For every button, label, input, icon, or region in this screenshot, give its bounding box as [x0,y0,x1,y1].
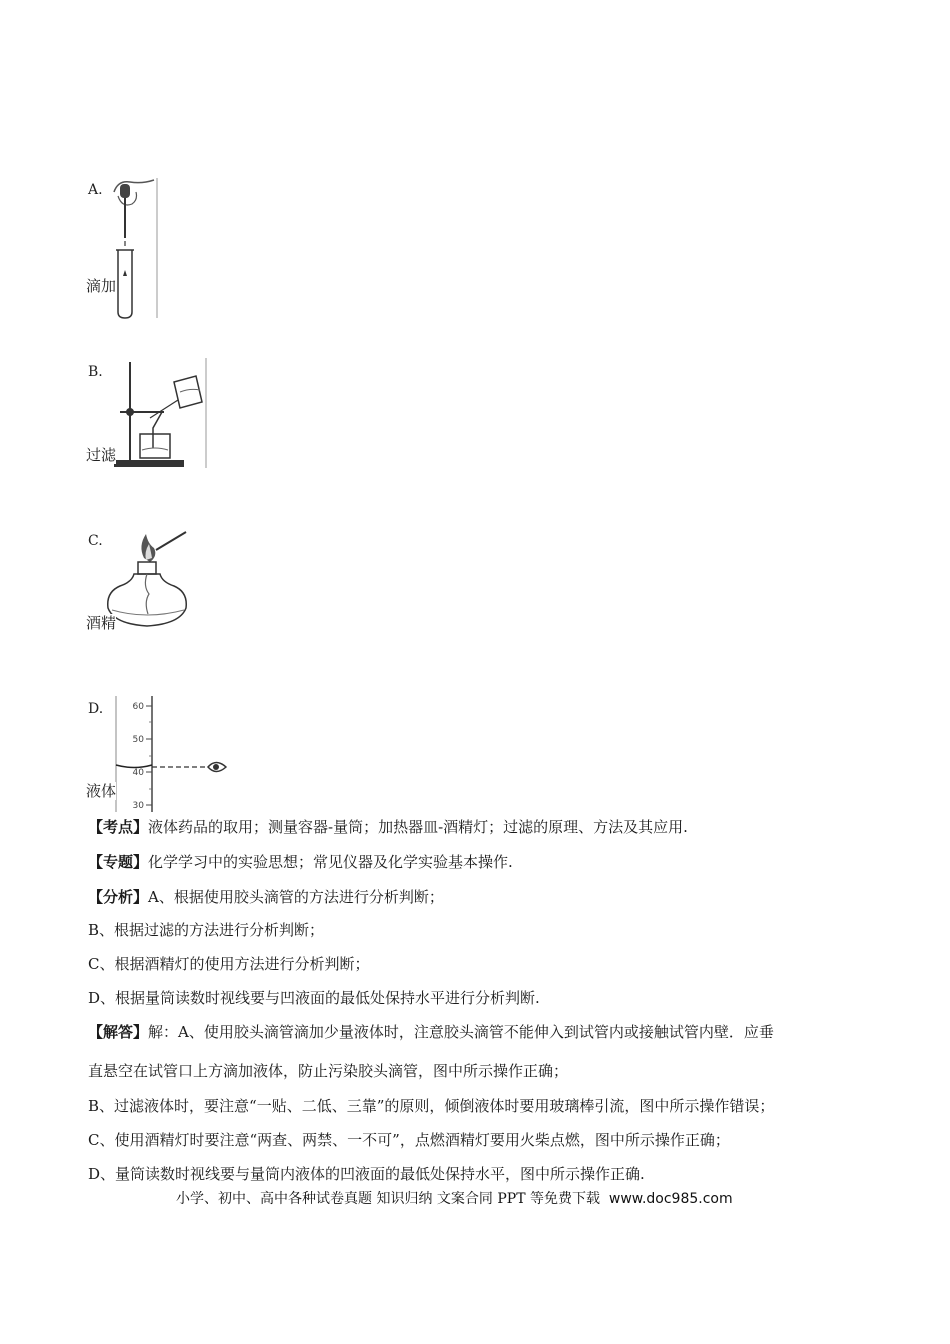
cylinder-tick-40: 40 [132,768,144,778]
zhuanti-text: 化学学习中的实验思想；常见仪器及化学实验基本操作. [148,853,513,871]
fenxi-d-line: D、根据量筒读数时视线要与凹液面的最低处保持水平进行分析判断. [88,989,540,1007]
option-b-label: B. [88,364,103,380]
option-d-label: D. [88,701,104,717]
filtration-apparatus-figure [110,358,208,470]
fenxi-text-a: A、根据使用胶头滴管的方法进行分析判断； [148,888,444,906]
fenxi-line [88,886,444,908]
kaodian-text: 液体药品的取用；测量容器-量筒；加热器皿-酒精灯；过滤的原理、方法及其应用. [148,818,688,836]
page-footer [176,1189,733,1209]
jieda-line [88,1021,774,1043]
fenxi-tag: 【分析】 [88,888,149,906]
option-a-label: A. [88,182,103,198]
footer-text: 小学、初中、高中各种试卷真题 知识归纳 文案合同 PPT 等免费下载 [176,1191,600,1207]
jieda-text-a1: 解：A、使用胶头滴管滴加少量液体时，注意胶头滴管不能伸入到试管内或接触试管内壁．应垂 [148,1023,774,1041]
fenxi-c-line: C、根据酒精灯的使用方法进行分析判断； [88,955,370,973]
cylinder-tick-60: 60 [132,702,144,712]
option-d-caption: 液体 [86,782,117,800]
zhuanti-line [88,851,513,873]
kaodian-line [88,816,688,838]
jieda-c-line: C、使用酒精灯时要注意“两查、两禁、一不可”，点燃酒精灯要用火柴点燃，图中所示操作正确； [88,1131,730,1149]
graduated-cylinder-figure [112,696,232,812]
footer-link[interactable]: www.doc985.com [608,1191,733,1207]
alcohol-lamp-figure [104,528,190,632]
option-a-caption: 滴加 [86,277,117,295]
fenxi-b-line: B、根据过滤的方法进行分析判断； [88,921,325,939]
cylinder-tick-50: 50 [132,735,144,745]
option-c-caption: 酒精 [86,614,117,632]
jieda-d-line: D、量筒读数时视线要与量筒内液体的凹液面的最低处保持水平，图中所示操作正确. [88,1165,645,1183]
option-b-caption: 过滤 [86,446,117,464]
kaodian-tag: 【考点】 [88,818,149,836]
jieda-a2-line: 直悬空在试管口上方滴加液体，防止污染胶头滴管，图中所示操作正确； [88,1062,569,1080]
jieda-tag: 【解答】 [88,1023,149,1041]
option-c-label: C. [88,533,103,549]
dropper-test-tube-figure [108,178,160,320]
jieda-b-line: B、过滤液体时，要注意“一贴、二低、三靠”的原则，倾倒液体时要用玻璃棒引流，图中所示操作错误； [88,1097,775,1115]
cylinder-tick-30: 30 [132,801,144,811]
zhuanti-tag: 【专题】 [88,853,149,871]
